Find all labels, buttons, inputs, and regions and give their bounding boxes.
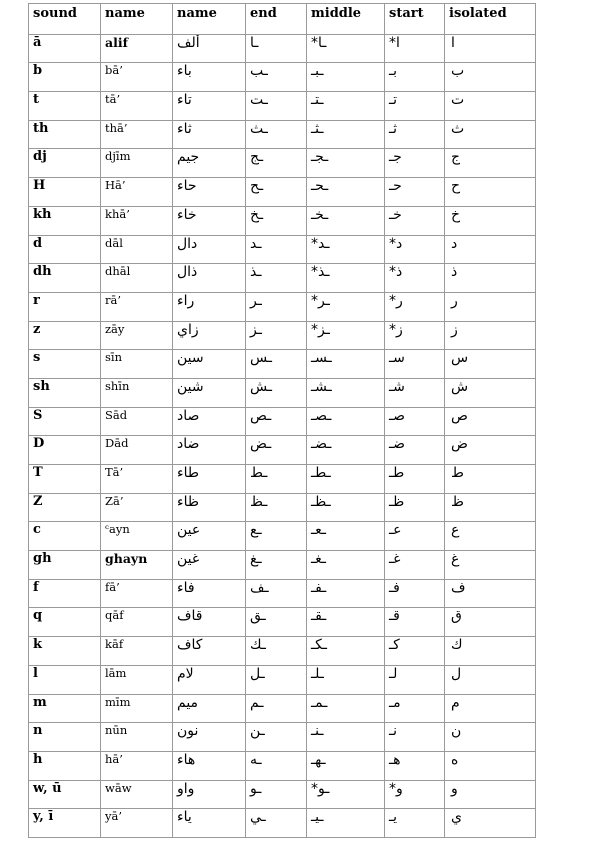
sound-cell: y, ī [29,809,101,838]
sound-cell: r [29,292,101,321]
start-form-cell: حـ [385,178,445,207]
translit-name-cell: Dād [101,436,173,465]
end-form-cell: ـخ [246,206,307,235]
arabic-name-cell: ألف [173,34,246,63]
middle-form-cell: ـسـ [307,350,385,379]
arabic-name-cell: نون [173,723,246,752]
header-end: end [246,4,307,35]
middle-form-cell: ـر* [307,292,385,321]
table-row [29,723,536,752]
end-form-cell: ـق [246,608,307,637]
table-row [29,493,536,522]
end-form-cell: ـد [246,235,307,264]
end-form-cell: ـص [246,407,307,436]
arabic-name-cell: تاء [173,92,246,121]
start-form-cell: و* [385,780,445,809]
table-row [29,780,536,809]
end-form-cell: ـش [246,378,307,407]
middle-form-cell: ـشـ [307,378,385,407]
arabic-name-cell: جيم [173,149,246,178]
isolated-form-cell: ذ [445,264,536,293]
isolated-form-cell: ر [445,292,536,321]
translit-name-cell: wāw [101,780,173,809]
isolated-form-cell: ش [445,378,536,407]
translit-name-cell: ghayn [101,551,173,580]
table-row [29,751,536,780]
middle-form-cell: ـطـ [307,465,385,494]
start-form-cell: شـ [385,378,445,407]
start-form-cell: مـ [385,694,445,723]
start-form-cell: هـ [385,751,445,780]
sound-cell: h [29,751,101,780]
arabic-name-cell: فاء [173,579,246,608]
middle-form-cell: ـفـ [307,579,385,608]
arabic-name-cell: زاي [173,321,246,350]
sound-cell: k [29,637,101,666]
arabic-name-cell: قاف [173,608,246,637]
arabic-alphabet-table [28,3,536,838]
isolated-form-cell: ا [445,34,536,63]
translit-name-cell: Sād [101,407,173,436]
sound-cell: m [29,694,101,723]
table-row [29,522,536,551]
translit-name-cell: kāf [101,637,173,666]
start-form-cell: ضـ [385,436,445,465]
middle-form-cell: ـز* [307,321,385,350]
table-row [29,235,536,264]
middle-form-cell: ـغـ [307,551,385,580]
sound-cell: Z [29,493,101,522]
header-sound: sound [29,4,101,35]
middle-form-cell: ـد* [307,235,385,264]
translit-name-cell: khā’ [101,206,173,235]
end-form-cell: ـع [246,522,307,551]
isolated-form-cell: ز [445,321,536,350]
header-row [29,4,536,35]
isolated-form-cell: ظ [445,493,536,522]
middle-form-cell: ـصـ [307,407,385,436]
sound-cell: dh [29,264,101,293]
isolated-form-cell: ح [445,178,536,207]
isolated-form-cell: غ [445,551,536,580]
middle-form-cell: ـلـ [307,665,385,694]
isolated-form-cell: ق [445,608,536,637]
translit-name-cell: thā’ [101,120,173,149]
middle-form-cell: ـيـ [307,809,385,838]
start-form-cell: لـ [385,665,445,694]
end-form-cell: ـط [246,465,307,494]
middle-form-cell: ـحـ [307,178,385,207]
end-form-cell: ـف [246,579,307,608]
middle-form-cell: ـنـ [307,723,385,752]
table-row [29,178,536,207]
table-row [29,206,536,235]
arabic-name-cell: صاد [173,407,246,436]
arabic-name-cell: هاء [173,751,246,780]
table-row [29,63,536,92]
end-form-cell: ـل [246,665,307,694]
translit-name-cell: yā’ [101,809,173,838]
arabic-name-cell: ميم [173,694,246,723]
arabic-name-cell: كاف [173,637,246,666]
translit-name-cell: nūn [101,723,173,752]
start-form-cell: ثـ [385,120,445,149]
isolated-form-cell: ن [445,723,536,752]
start-form-cell: نـ [385,723,445,752]
translit-name-cell: fā’ [101,579,173,608]
middle-form-cell: ـقـ [307,608,385,637]
table-row [29,378,536,407]
table-row [29,120,536,149]
middle-form-cell: ـو* [307,780,385,809]
arabic-name-cell: لام [173,665,246,694]
sound-cell: sh [29,378,101,407]
arabic-name-cell: طاء [173,465,246,494]
header-name-arabic: name [173,4,246,35]
start-form-cell: كـ [385,637,445,666]
table-row [29,292,536,321]
translit-name-cell: djīm [101,149,173,178]
arabic-name-cell: حاء [173,178,246,207]
end-form-cell: ـو [246,780,307,809]
table-row [29,608,536,637]
translit-name-cell: lām [101,665,173,694]
sound-cell: s [29,350,101,379]
translit-name-cell: qāf [101,608,173,637]
isolated-form-cell: و [445,780,536,809]
sound-cell: d [29,235,101,264]
middle-form-cell: ـهـ [307,751,385,780]
end-form-cell: ـح [246,178,307,207]
header-middle: middle [307,4,385,35]
middle-form-cell: ـخـ [307,206,385,235]
isolated-form-cell: ص [445,407,536,436]
middle-form-cell: ـبـ [307,63,385,92]
end-form-cell: ـت [246,92,307,121]
translit-name-cell: sīn [101,350,173,379]
end-form-cell: ـذ [246,264,307,293]
middle-form-cell: ـظـ [307,493,385,522]
start-form-cell: بـ [385,63,445,92]
middle-form-cell: ـثـ [307,120,385,149]
translit-name-cell: hā’ [101,751,173,780]
start-form-cell: ظـ [385,493,445,522]
table-row [29,579,536,608]
translit-name-cell: tā’ [101,92,173,121]
sound-cell: gh [29,551,101,580]
sound-cell: th [29,120,101,149]
sound-cell: t [29,92,101,121]
end-form-cell: ـه [246,751,307,780]
isolated-form-cell: ل [445,665,536,694]
isolated-form-cell: ث [445,120,536,149]
translit-name-cell: dāl [101,235,173,264]
sound-cell: l [29,665,101,694]
middle-form-cell: ـتـ [307,92,385,121]
translit-name-cell: Hā’ [101,178,173,207]
middle-form-cell: ـا* [307,34,385,63]
start-form-cell: جـ [385,149,445,178]
translit-name-cell: mīm [101,694,173,723]
arabic-name-cell: دال [173,235,246,264]
end-form-cell: ـج [246,149,307,178]
table-row [29,149,536,178]
end-form-cell: ـز [246,321,307,350]
table-row [29,551,536,580]
arabic-name-cell: عين [173,522,246,551]
isolated-form-cell: خ [445,206,536,235]
table-row [29,350,536,379]
sound-cell: f [29,579,101,608]
sound-cell: n [29,723,101,752]
arabic-name-cell: باء [173,63,246,92]
isolated-form-cell: ت [445,92,536,121]
arabic-name-cell: واو [173,780,246,809]
isolated-form-cell: ه [445,751,536,780]
isolated-form-cell: ف [445,579,536,608]
start-form-cell: غـ [385,551,445,580]
isolated-form-cell: ط [445,465,536,494]
translit-name-cell: zāy [101,321,173,350]
end-form-cell: ـك [246,637,307,666]
start-form-cell: فـ [385,579,445,608]
arabic-name-cell: ظاء [173,493,246,522]
middle-form-cell: ـكـ [307,637,385,666]
start-form-cell: د* [385,235,445,264]
end-form-cell: ـن [246,723,307,752]
sound-cell: c [29,522,101,551]
header-name-latin: name [101,4,173,35]
middle-form-cell: ـعـ [307,522,385,551]
sound-cell: S [29,407,101,436]
isolated-form-cell: ك [445,637,536,666]
sound-cell: b [29,63,101,92]
end-form-cell: ـم [246,694,307,723]
sound-cell: kh [29,206,101,235]
table-row [29,436,536,465]
translit-name-cell: bā’ [101,63,173,92]
arabic-name-cell: ضاد [173,436,246,465]
end-form-cell: ـث [246,120,307,149]
translit-name-cell: rā’ [101,292,173,321]
arabic-name-cell: خاء [173,206,246,235]
end-form-cell: ـب [246,63,307,92]
end-form-cell: ـغ [246,551,307,580]
middle-form-cell: ـضـ [307,436,385,465]
translit-name-cell: dhāl [101,264,173,293]
sound-cell: q [29,608,101,637]
sound-cell: ā [29,34,101,63]
start-form-cell: يـ [385,809,445,838]
table-row [29,34,536,63]
arabic-name-cell: ذال [173,264,246,293]
table-row [29,665,536,694]
table-row [29,637,536,666]
table-row [29,694,536,723]
isolated-form-cell: ض [445,436,536,465]
header-isolated: isolated [445,4,536,35]
translit-name-cell: alif [101,34,173,63]
middle-form-cell: ـمـ [307,694,385,723]
arabic-name-cell: راء [173,292,246,321]
middle-form-cell: ـجـ [307,149,385,178]
end-form-cell: ـا [246,34,307,63]
start-form-cell: ز* [385,321,445,350]
isolated-form-cell: د [445,235,536,264]
arabic-name-cell: سين [173,350,246,379]
start-form-cell: قـ [385,608,445,637]
table-row [29,407,536,436]
start-form-cell: خـ [385,206,445,235]
start-form-cell: سـ [385,350,445,379]
end-form-cell: ـض [246,436,307,465]
start-form-cell: عـ [385,522,445,551]
sound-cell: w, ū [29,780,101,809]
sound-cell: dj [29,149,101,178]
sound-cell: T [29,465,101,494]
isolated-form-cell: ي [445,809,536,838]
isolated-form-cell: ع [445,522,536,551]
start-form-cell: تـ [385,92,445,121]
translit-name-cell: Tā’ [101,465,173,494]
table-row [29,809,536,838]
end-form-cell: ـر [246,292,307,321]
start-form-cell: ذ* [385,264,445,293]
middle-form-cell: ـذ* [307,264,385,293]
start-form-cell: صـ [385,407,445,436]
end-form-cell: ـس [246,350,307,379]
translit-name-cell: Zā’ [101,493,173,522]
isolated-form-cell: ب [445,63,536,92]
arabic-name-cell: شين [173,378,246,407]
sound-cell: D [29,436,101,465]
arabic-name-cell: ثاء [173,120,246,149]
isolated-form-cell: ج [445,149,536,178]
table-row [29,321,536,350]
translit-name-cell: ᶜayn [101,522,173,551]
arabic-name-cell: غين [173,551,246,580]
table-row [29,92,536,121]
sound-cell: H [29,178,101,207]
end-form-cell: ـظ [246,493,307,522]
table-row [29,465,536,494]
isolated-form-cell: س [445,350,536,379]
end-form-cell: ـي [246,809,307,838]
start-form-cell: ر* [385,292,445,321]
arabic-name-cell: ياء [173,809,246,838]
sound-cell: z [29,321,101,350]
header-start: start [385,4,445,35]
translit-name-cell: shīn [101,378,173,407]
isolated-form-cell: م [445,694,536,723]
start-form-cell: طـ [385,465,445,494]
start-form-cell: ا* [385,34,445,63]
table-row [29,264,536,293]
